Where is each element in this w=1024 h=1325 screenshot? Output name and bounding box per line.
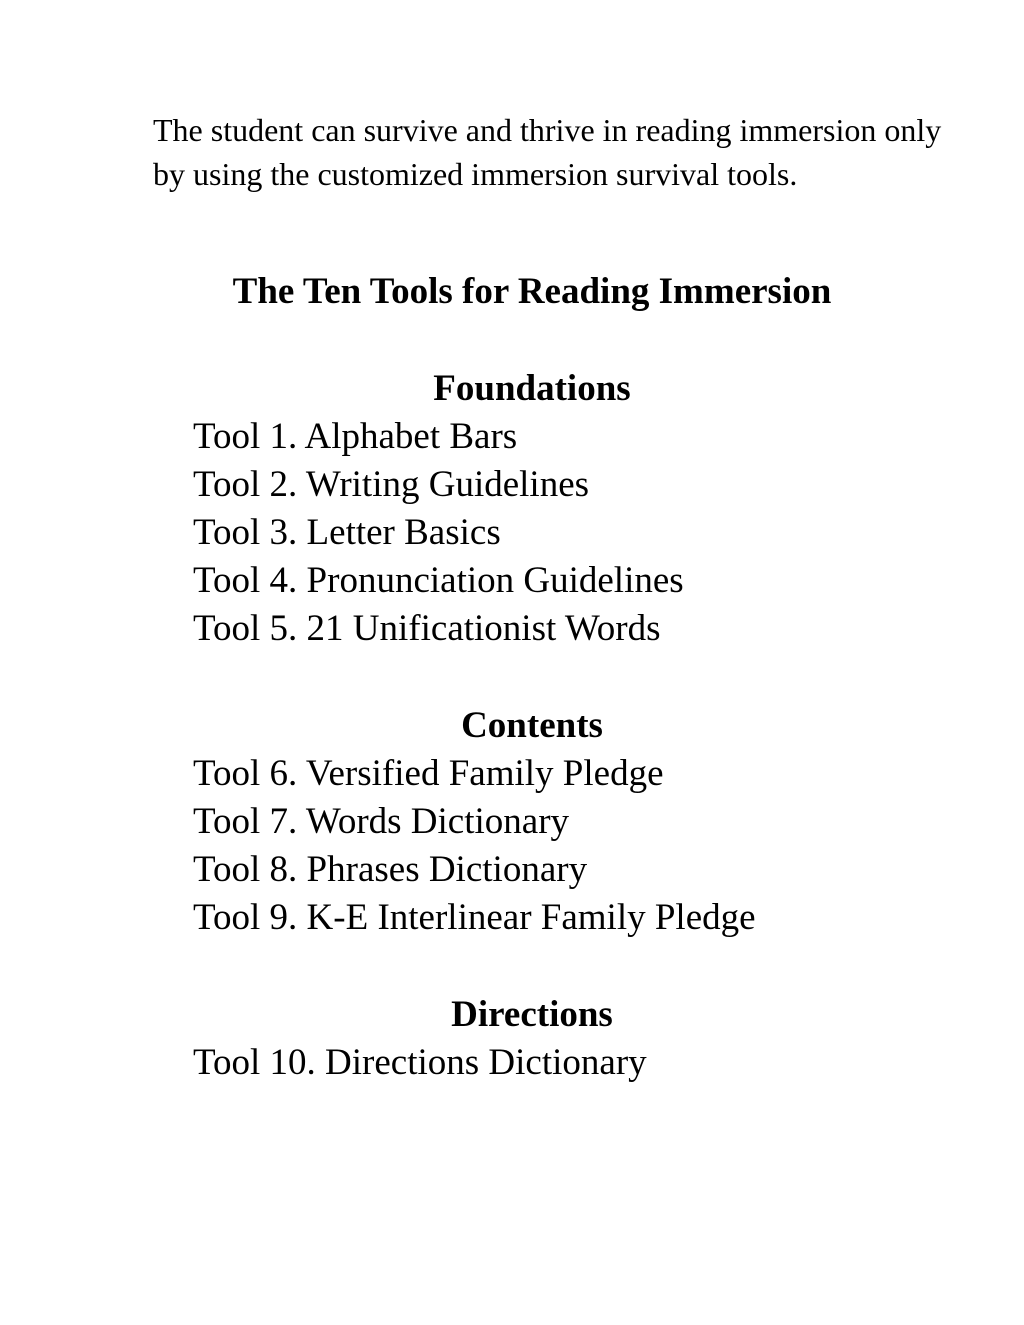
tool-item-4: Tool 4. Pronunciation Guidelines xyxy=(193,560,684,601)
tool-item-3: Tool 3. Letter Basics xyxy=(193,512,501,553)
tool-item-7: Tool 7. Words Dictionary xyxy=(193,801,570,842)
tool-list-directions xyxy=(0,1039,1024,1087)
section-contents xyxy=(0,702,1024,942)
tool-item-6: Tool 6. Versified Family Pledge xyxy=(193,753,664,794)
tool-item-1: Tool 1. Alphabet Bars xyxy=(193,416,518,457)
tool-item-2: Tool 2. Writing Guidelines xyxy=(193,464,590,505)
section-directions xyxy=(0,991,1024,1087)
section-heading-foundations: Foundations xyxy=(433,368,631,409)
tool-item-10: Tool 10. Directions Dictionary xyxy=(193,1042,647,1083)
tool-list-contents xyxy=(0,750,1024,942)
tool-item-9: Tool 9. K-E Interlinear Family Pledge xyxy=(193,897,756,938)
section-heading-contents: Contents xyxy=(461,705,603,746)
tool-list-foundations xyxy=(0,413,1024,653)
intro-paragraph: The student can survive and thrive in reading immersion only by using the customized immersion survival tools. xyxy=(153,112,942,192)
page-title: The Ten Tools for Reading Immersion xyxy=(232,271,832,312)
tool-item-5: Tool 5. 21 Unificationist Words xyxy=(193,608,661,649)
section-heading-directions: Directions xyxy=(451,994,613,1035)
tool-item-8: Tool 8. Phrases Dictionary xyxy=(193,849,588,890)
section-foundations xyxy=(0,365,1024,653)
